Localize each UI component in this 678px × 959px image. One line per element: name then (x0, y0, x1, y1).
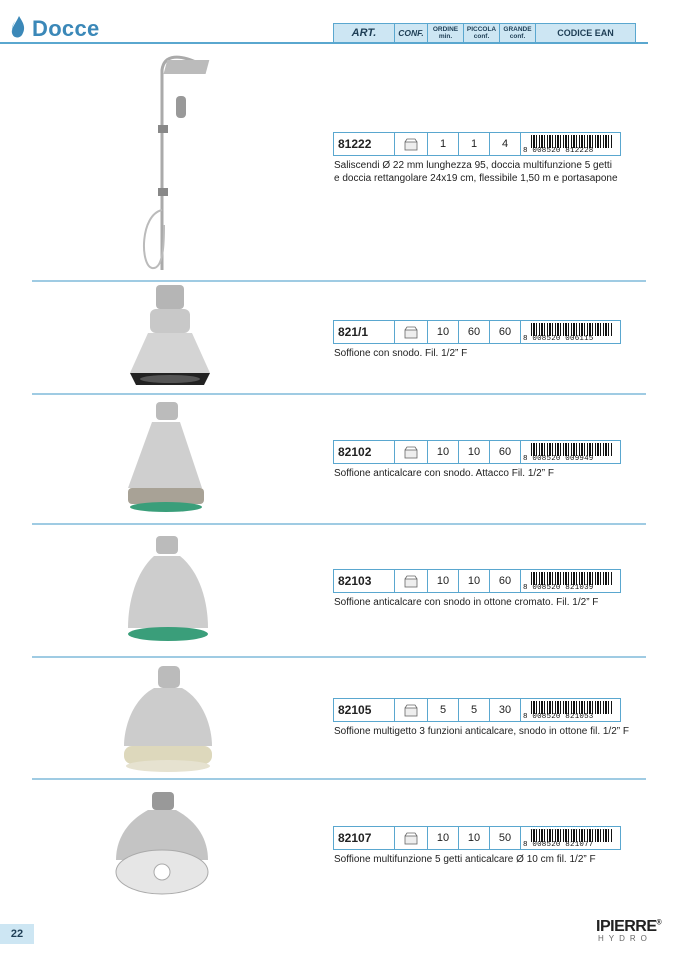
product-description (334, 468, 554, 481)
box-icon (404, 326, 418, 339)
box-cell (394, 132, 428, 156)
grande-conf: 60 (489, 440, 521, 464)
ordine-min: 1 (427, 132, 459, 156)
brand-sub: HYDRO (598, 934, 652, 943)
product-description (334, 348, 467, 361)
description-line: Saliscendi Ø 22 mm lunghezza 95, doccia multifunzione 5 getti (334, 160, 612, 171)
row-separator (32, 656, 646, 658)
brand-logo: IPIERRE® (596, 918, 662, 935)
box-cell (394, 569, 428, 593)
box-icon (404, 704, 418, 717)
box-cell (394, 440, 428, 464)
ean-digits: 8 008520 821039 (523, 584, 594, 592)
piccola-conf: 10 (458, 440, 490, 464)
col-conf: CONF. (394, 23, 428, 43)
ean-digits: 8 008520 812228 (523, 147, 594, 155)
product-description (334, 726, 629, 739)
ean-barcode (520, 320, 621, 344)
shower-head-82102-image (124, 400, 208, 516)
shower-head-82103-image (124, 532, 212, 648)
ordine-min: 10 (427, 440, 459, 464)
ean-barcode (520, 440, 621, 464)
box-icon (404, 575, 418, 588)
product-row (334, 826, 621, 850)
shower-head-821-1-image (128, 285, 212, 390)
box-icon (404, 138, 418, 151)
ean-barcode (520, 826, 621, 850)
ean-digits: 8 008520 821077 (523, 841, 594, 849)
ordine-min: 5 (427, 698, 459, 722)
product-code: 821/1 (333, 320, 395, 344)
box-cell (394, 698, 428, 722)
piccola-conf: 60 (458, 320, 490, 344)
col-art: ART. (333, 23, 395, 43)
product-code: 82102 (333, 440, 395, 464)
box-cell (394, 826, 428, 850)
grande-conf: 50 (489, 826, 521, 850)
product-row (334, 132, 621, 156)
row-separator (32, 523, 646, 525)
box-icon (404, 832, 418, 845)
row-separator (32, 280, 646, 282)
row-separator (32, 778, 646, 780)
piccola-conf: 10 (458, 826, 490, 850)
product-row (334, 569, 621, 593)
col-ean: CODICE EAN (535, 23, 636, 43)
grande-conf: 60 (489, 320, 521, 344)
description-line: Soffione multifunzione 5 getti anticalcare Ø 10 cm fil. 1/2” F (334, 854, 596, 865)
product-description (334, 854, 596, 867)
ean-barcode (520, 569, 621, 593)
ean-digits: 8 008520 821053 (523, 713, 594, 721)
product-row (334, 320, 621, 344)
product-code: 82103 (333, 569, 395, 593)
box-icon (404, 446, 418, 459)
product-code: 82105 (333, 698, 395, 722)
grande-conf: 4 (489, 132, 521, 156)
product-description (334, 597, 598, 610)
ean-barcode (520, 132, 621, 156)
shower-set-image (140, 50, 220, 278)
description-line: Soffione multigetto 3 funzioni anticalcare, snodo in ottone fil. 1/2” F (334, 726, 629, 737)
col-grande: GRANDE conf. (499, 23, 536, 43)
column-headers (334, 23, 636, 43)
col-ordine: ORDINE min. (427, 23, 464, 43)
product-code: 82107 (333, 826, 395, 850)
description-line: Soffione anticalcare con snodo. Attacco Fil. 1/2” F (334, 468, 554, 479)
page-title: Docce (32, 16, 100, 41)
grande-conf: 60 (489, 569, 521, 593)
ean-barcode (520, 698, 621, 722)
piccola-conf: 1 (458, 132, 490, 156)
description-line: Soffione con snodo. Fil. 1/2” F (334, 348, 468, 359)
product-row (334, 440, 621, 464)
ean-digits: 8 008520 009949 (523, 455, 594, 463)
product-code: 81222 (333, 132, 395, 156)
col-piccola: PICCOLA conf. (463, 23, 500, 43)
ordine-min: 10 (427, 569, 459, 593)
grande-conf: 30 (489, 698, 521, 722)
box-cell (394, 320, 428, 344)
shower-head-82105-image (120, 664, 216, 776)
piccola-conf: 10 (458, 569, 490, 593)
ean-digits: 8 008520 006115 (523, 335, 594, 343)
description-line: Soffione anticalcare con snodo in ottone cromato. Fil. 1/2” F (334, 597, 599, 608)
water-drop-icon (10, 15, 26, 39)
ordine-min: 10 (427, 320, 459, 344)
shower-head-82107-image (112, 790, 212, 905)
product-description (334, 160, 618, 185)
piccola-conf: 5 (458, 698, 490, 722)
page-number: 22 (0, 924, 34, 944)
row-separator (32, 393, 646, 395)
product-row (334, 698, 621, 722)
ordine-min: 10 (427, 826, 459, 850)
description-line: e doccia rettangolare 24x19 cm, flessibile 1,50 m e portasapone (334, 172, 618, 184)
